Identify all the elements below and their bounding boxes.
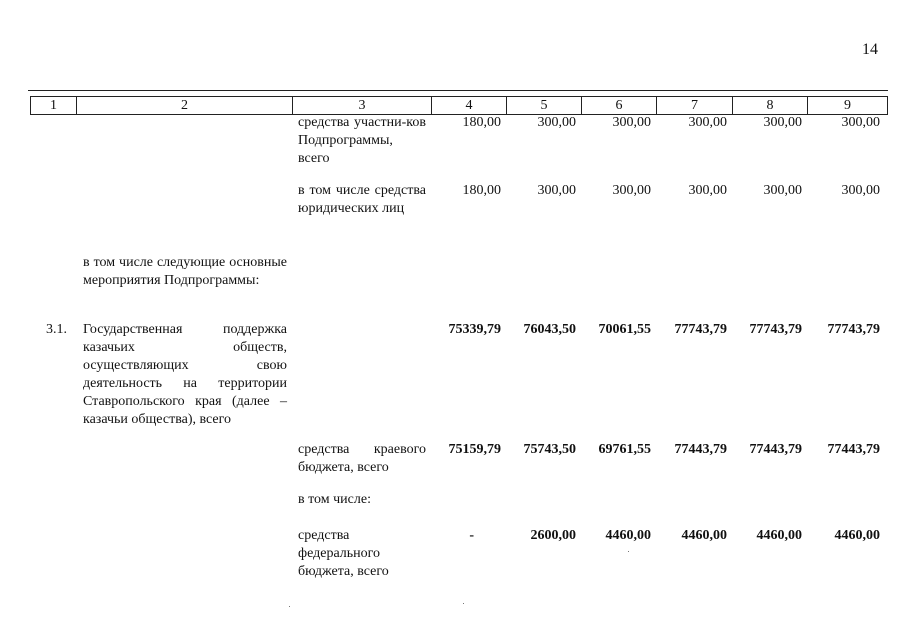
value-col9: 77443,79 <box>827 442 880 457</box>
header-cell-9: 9 <box>844 98 851 113</box>
value-col6: 300,00 <box>612 183 651 198</box>
value-col7: 4460,00 <box>681 528 727 543</box>
value-col4: 180,00 <box>462 183 501 198</box>
value-col6: 69761,55 <box>598 442 651 457</box>
top-rule <box>28 90 888 91</box>
header-cell-5: 5 <box>507 97 582 114</box>
source-cell: в том числе: <box>298 492 371 507</box>
table-header-row <box>30 96 888 115</box>
scan-speck <box>463 603 464 604</box>
header-cell-3: 3 <box>293 97 432 114</box>
value-col8: 77743,79 <box>749 322 802 337</box>
source-cell: в том числе средства юридических лиц <box>298 183 426 216</box>
value-col9: 4460,00 <box>834 528 880 543</box>
source-cell: средства участни-ков Подпрограммы, всего <box>298 115 426 166</box>
source-cell: средства краевого бюджета, всего <box>298 442 426 475</box>
header-cell-6: 6 <box>582 97 657 114</box>
value-col8: 300,00 <box>763 183 802 198</box>
value-col4: - <box>469 528 474 543</box>
value-col5: 75743,50 <box>523 442 576 457</box>
header-cell-8: 8 <box>733 97 808 114</box>
item-name: Государственная поддержка казачьих обществ, осуществляющих свою деятельность на территории Ставропольского края (далее – казачьи общества), всего <box>83 322 287 427</box>
value-col7: 77443,79 <box>674 442 727 457</box>
header-cell-2: 2 <box>77 97 293 114</box>
value-col5: 300,00 <box>537 183 576 198</box>
value-col5: 2600,00 <box>530 528 576 543</box>
value-col4: 75159,79 <box>448 442 501 457</box>
value-col6: 300,00 <box>612 115 651 130</box>
source-cell: средства федерального бюджета, всего <box>298 528 389 579</box>
value-col4: 75339,79 <box>448 322 501 337</box>
page-number: 14 <box>862 41 878 58</box>
header-cell-4: 4 <box>432 97 507 114</box>
value-col6: 70061,55 <box>598 322 651 337</box>
scan-speck <box>628 551 629 552</box>
value-col8: 77443,79 <box>749 442 802 457</box>
value-col7: 77743,79 <box>674 322 727 337</box>
subheading-cell: в том числе следующие основные мероприятия Подпрограммы: <box>83 255 287 288</box>
value-col9: 77743,79 <box>827 322 880 337</box>
header-cell-7: 7 <box>657 97 733 114</box>
value-col5: 300,00 <box>537 115 576 130</box>
item-number: 3.1. <box>46 322 67 337</box>
value-col9: 300,00 <box>841 115 880 130</box>
value-col6: 4460,00 <box>605 528 651 543</box>
value-col8: 4460,00 <box>756 528 802 543</box>
value-col5: 76043,50 <box>523 322 576 337</box>
scan-speck <box>289 606 290 607</box>
header-cell-1: 1 <box>31 97 77 114</box>
value-col7: 300,00 <box>688 183 727 198</box>
value-col9: 300,00 <box>841 183 880 198</box>
value-col8: 300,00 <box>763 115 802 130</box>
value-col7: 300,00 <box>688 115 727 130</box>
value-col4: 180,00 <box>462 115 501 130</box>
